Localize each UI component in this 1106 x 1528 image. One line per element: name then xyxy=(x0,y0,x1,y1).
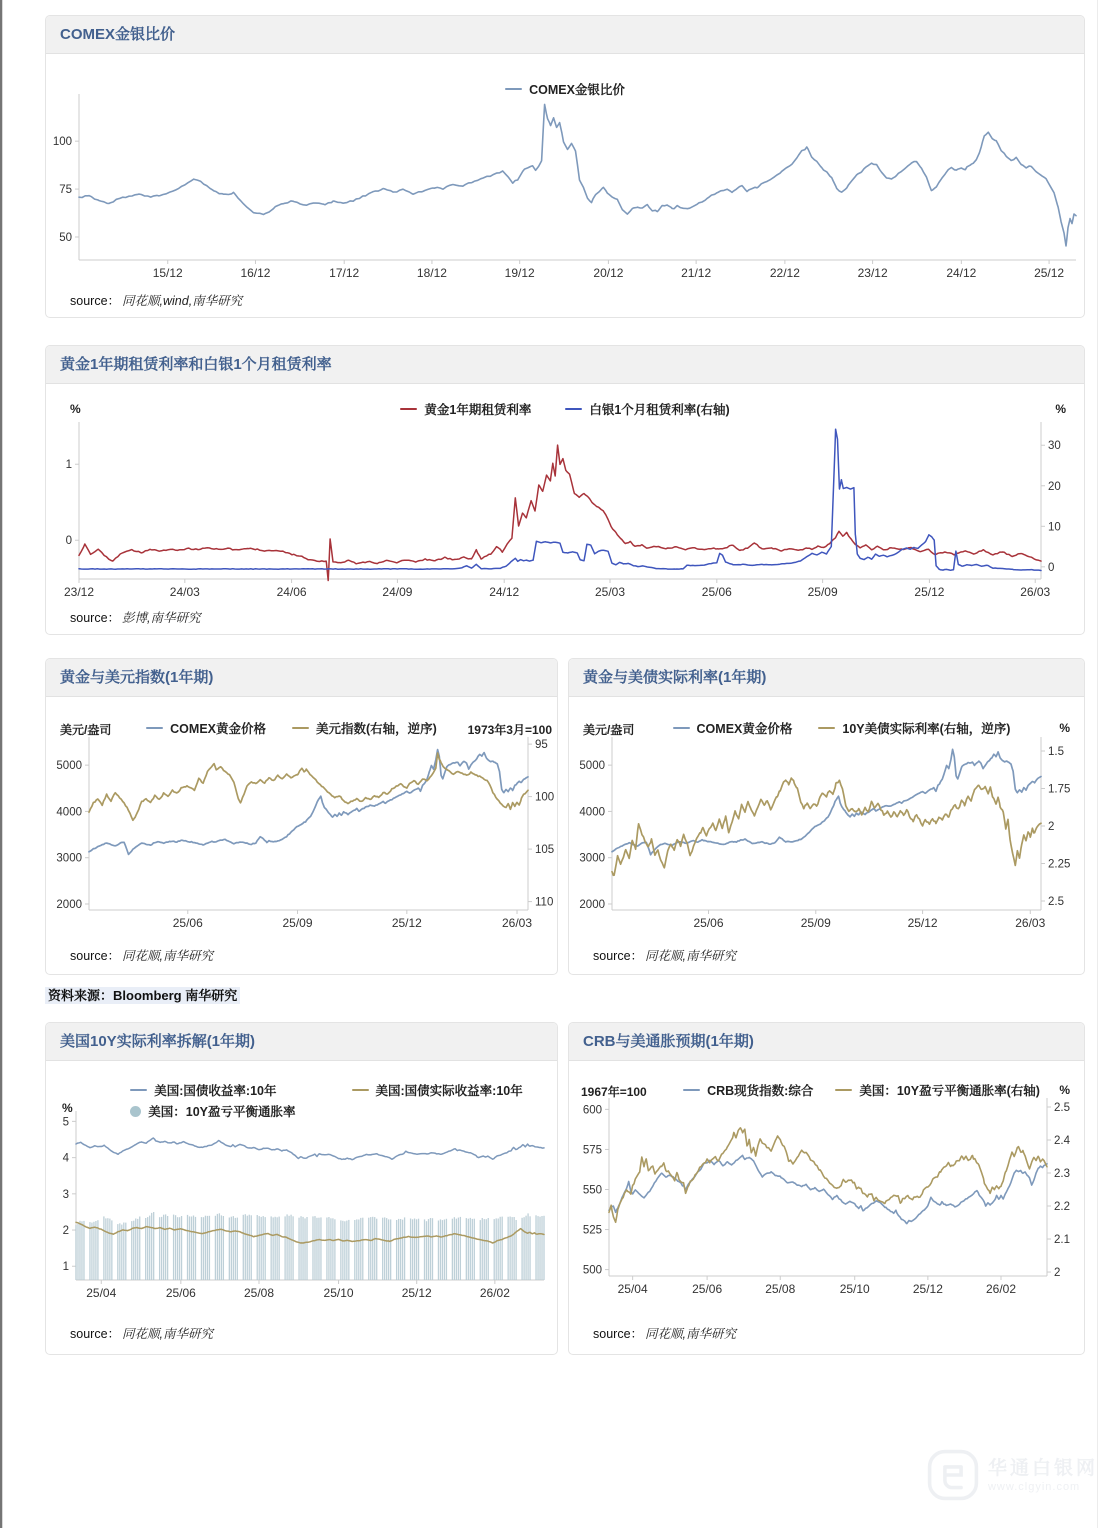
panel-title: 黄金与美元指数(1年期) xyxy=(60,669,214,686)
svg-text:25/06: 25/06 xyxy=(692,1282,723,1296)
svg-text:2: 2 xyxy=(1054,1267,1061,1280)
source-text: 同花顺,南华研究 xyxy=(122,1327,214,1341)
legend-label: 美国：10Y盈亏平衡通胀率 xyxy=(148,1105,296,1119)
svg-text:25/12: 25/12 xyxy=(912,1282,943,1296)
svg-text:3000: 3000 xyxy=(56,852,82,865)
svg-text:75: 75 xyxy=(59,184,72,197)
svg-text:25/09: 25/09 xyxy=(282,916,313,930)
svg-text:20: 20 xyxy=(1048,480,1061,493)
panel-lease-rates xyxy=(45,345,1085,635)
left-axis-unit: 1967年=100 xyxy=(581,1085,647,1099)
panel-us10y-real-rate-decomposition xyxy=(45,1022,558,1355)
left-axis-unit: 美元/盎司 xyxy=(583,723,635,737)
svg-text:25/06: 25/06 xyxy=(693,916,724,930)
svg-text:25/12: 25/12 xyxy=(907,916,938,930)
page-left-edge-line xyxy=(2,0,3,1528)
source-note xyxy=(70,608,201,626)
svg-text:10: 10 xyxy=(1048,521,1061,534)
svg-text:110: 110 xyxy=(535,896,554,909)
watermark-title: 华通白银网 xyxy=(987,1458,1098,1480)
panel-title: COMEX金银比价 xyxy=(60,26,176,43)
svg-text:500: 500 xyxy=(582,1264,602,1277)
legend-label: 美元指数(右轴，逆序) xyxy=(316,722,437,736)
svg-text:25/12: 25/12 xyxy=(914,585,945,599)
legend-label: 10Y美债实际利率(右轴，逆序) xyxy=(842,722,1011,736)
source-label: source： xyxy=(70,1327,121,1341)
panel-title: 黄金1年期租赁利率和白银1个月租赁利率 xyxy=(60,356,332,373)
svg-text:25/10: 25/10 xyxy=(839,1282,870,1296)
source-label: source： xyxy=(593,1327,644,1341)
svg-text:0: 0 xyxy=(1048,561,1055,574)
source-text: 同花顺,南华研究 xyxy=(122,949,214,963)
panel-title: CRB与美通胀预期(1年期) xyxy=(583,1033,754,1050)
legend-label: 美国:国债实际收益率:10年 xyxy=(375,1084,523,1098)
panel-gold-vs-real-yield xyxy=(568,658,1085,975)
watermark xyxy=(926,1448,1098,1502)
source-text: 彭博,南华研究 xyxy=(122,611,201,625)
svg-text:95: 95 xyxy=(535,739,548,752)
comex-gold-silver-ratio-chart xyxy=(46,54,1085,286)
source-label: source： xyxy=(593,949,644,963)
svg-text:1.5: 1.5 xyxy=(1048,746,1064,758)
source-label: source： xyxy=(70,294,121,308)
svg-text:50: 50 xyxy=(59,232,72,244)
source-note xyxy=(70,291,242,309)
panel-comex-gold-silver-ratio xyxy=(45,15,1085,318)
svg-text:25/08: 25/08 xyxy=(243,1286,275,1300)
data-source-note xyxy=(45,985,240,1004)
svg-text:24/09: 24/09 xyxy=(382,585,413,599)
svg-text:24/12: 24/12 xyxy=(946,266,977,280)
legend-label: 美国：10Y盈亏平衡通胀率(右轴) xyxy=(859,1084,1040,1098)
svg-text:3000: 3000 xyxy=(579,852,605,865)
svg-text:25/06: 25/06 xyxy=(172,916,203,930)
source-note xyxy=(70,1324,213,1342)
legend-label: 白银1个月租赁利率(右轴) xyxy=(589,403,730,417)
legend-label: COMEX黄金价格 xyxy=(696,722,793,736)
svg-text:0: 0 xyxy=(65,535,72,548)
svg-text:18/12: 18/12 xyxy=(416,266,447,280)
source-text: 同花顺,南华研究 xyxy=(645,949,737,963)
svg-text:19/12: 19/12 xyxy=(504,266,535,280)
source-note xyxy=(70,946,213,964)
svg-text:5000: 5000 xyxy=(56,760,82,773)
svg-text:26/03: 26/03 xyxy=(502,916,533,930)
left-axis-unit: 美元/盎司 xyxy=(60,723,112,737)
svg-text:24/03: 24/03 xyxy=(169,585,200,599)
source-label: source： xyxy=(70,611,121,625)
svg-text:600: 600 xyxy=(582,1104,602,1117)
svg-text:25/03: 25/03 xyxy=(595,585,626,599)
svg-text:25/12: 25/12 xyxy=(391,916,422,930)
svg-text:16/12: 16/12 xyxy=(240,266,271,280)
source-label: source： xyxy=(70,949,121,963)
svg-text:2000: 2000 xyxy=(56,898,82,911)
source-note xyxy=(593,1324,736,1342)
source-text: 同花顺,wind,南华研究 xyxy=(122,294,243,308)
panel-header xyxy=(46,16,1084,54)
svg-text:26/02: 26/02 xyxy=(479,1286,510,1300)
svg-text:25/04: 25/04 xyxy=(617,1282,648,1296)
right-axis-unit: % xyxy=(1059,1083,1070,1097)
svg-text:20/12: 20/12 xyxy=(593,266,624,280)
source-note xyxy=(593,946,736,964)
legend-label: COMEX黄金价格 xyxy=(170,722,266,736)
panel-gold-vs-dollar-index xyxy=(45,658,558,975)
svg-text:24/12: 24/12 xyxy=(489,585,520,599)
svg-text:25/12: 25/12 xyxy=(401,1286,432,1300)
svg-text:30: 30 xyxy=(1048,440,1061,453)
svg-text:2.3: 2.3 xyxy=(1054,1167,1070,1180)
svg-text:2.25: 2.25 xyxy=(1048,858,1071,871)
right-axis-unit: % xyxy=(1055,402,1066,416)
svg-text:25/12: 25/12 xyxy=(1034,266,1065,280)
svg-text:26/03: 26/03 xyxy=(1015,916,1046,930)
svg-text:17/12: 17/12 xyxy=(329,266,360,280)
panel-header xyxy=(46,346,1084,384)
watermark-logo-icon xyxy=(926,1448,980,1502)
panel-header xyxy=(569,1023,1084,1061)
page-right-edge-line xyxy=(1097,0,1098,1528)
watermark-url: www.clgyin.com xyxy=(987,1480,1081,1493)
svg-text:26/03: 26/03 xyxy=(1020,585,1051,599)
svg-text:5: 5 xyxy=(62,1116,69,1129)
svg-text:4000: 4000 xyxy=(56,806,82,819)
svg-text:25/09: 25/09 xyxy=(807,585,838,599)
svg-text:575: 575 xyxy=(582,1144,602,1157)
svg-text:24/06: 24/06 xyxy=(276,585,307,599)
svg-text:2.2: 2.2 xyxy=(1054,1201,1070,1214)
svg-text:2.5: 2.5 xyxy=(1054,1101,1070,1114)
panel-title: 美国10Y实际利率拆解(1年期) xyxy=(60,1033,256,1050)
panel-header xyxy=(569,659,1084,697)
svg-text:25/10: 25/10 xyxy=(323,1286,354,1300)
svg-text:2.4: 2.4 xyxy=(1054,1134,1070,1147)
legend-label: 黄金1年期租赁利率 xyxy=(424,403,532,417)
svg-text:1: 1 xyxy=(62,1261,69,1274)
legend-label: 美国:国债收益率:10年 xyxy=(154,1084,277,1098)
left-axis-unit: % xyxy=(62,1101,73,1115)
lease-rates-chart xyxy=(46,384,1085,602)
svg-text:100: 100 xyxy=(52,136,72,149)
svg-text:2: 2 xyxy=(1048,821,1055,833)
svg-text:25/06: 25/06 xyxy=(701,585,732,599)
svg-text:525: 525 xyxy=(582,1224,602,1237)
svg-text:100: 100 xyxy=(535,791,555,804)
svg-text:21/12: 21/12 xyxy=(681,266,712,280)
svg-text:23/12: 23/12 xyxy=(63,585,95,599)
svg-text:2.1: 2.1 xyxy=(1054,1234,1070,1247)
right-axis-unit: 1973年3月=100 xyxy=(467,723,552,737)
left-axis-unit: % xyxy=(70,402,81,416)
svg-text:3: 3 xyxy=(62,1188,69,1201)
svg-text:1: 1 xyxy=(65,459,72,472)
svg-text:550: 550 xyxy=(582,1184,602,1197)
svg-text:5000: 5000 xyxy=(579,760,605,773)
svg-text:1.75: 1.75 xyxy=(1048,783,1071,796)
source-text: 同花顺,南华研究 xyxy=(645,1327,737,1341)
svg-text:23/12: 23/12 xyxy=(857,266,888,280)
svg-text:2000: 2000 xyxy=(579,898,605,911)
data-source-text: 资料来源：Bloomberg 南华研究 xyxy=(45,987,240,1004)
svg-text:15/12: 15/12 xyxy=(152,266,183,280)
svg-text:105: 105 xyxy=(535,844,555,857)
svg-text:22/12: 22/12 xyxy=(769,266,800,280)
right-axis-unit: % xyxy=(1059,721,1070,735)
svg-text:26/02: 26/02 xyxy=(985,1282,1017,1296)
legend-label: CRB现货指数:综合 xyxy=(707,1084,814,1098)
panel-header xyxy=(46,1023,557,1061)
legend-label: COMEX金银比价 xyxy=(529,83,625,97)
gold-vs-real-yield-chart xyxy=(569,697,1085,941)
svg-text:4000: 4000 xyxy=(579,806,605,819)
panel-crb-vs-inflation-expectation xyxy=(568,1022,1085,1355)
svg-text:2.5: 2.5 xyxy=(1048,896,1064,908)
panel-title: 黄金与美债实际利率(1年期) xyxy=(583,669,767,686)
svg-text:25/04: 25/04 xyxy=(86,1286,117,1300)
svg-text:25/09: 25/09 xyxy=(800,916,831,930)
us10y-decomposition-chart xyxy=(46,1061,558,1313)
svg-text:2: 2 xyxy=(62,1225,69,1238)
svg-text:4: 4 xyxy=(62,1152,69,1165)
svg-text:25/08: 25/08 xyxy=(765,1282,796,1296)
svg-text:25/06: 25/06 xyxy=(165,1286,196,1300)
panel-header xyxy=(46,659,557,697)
